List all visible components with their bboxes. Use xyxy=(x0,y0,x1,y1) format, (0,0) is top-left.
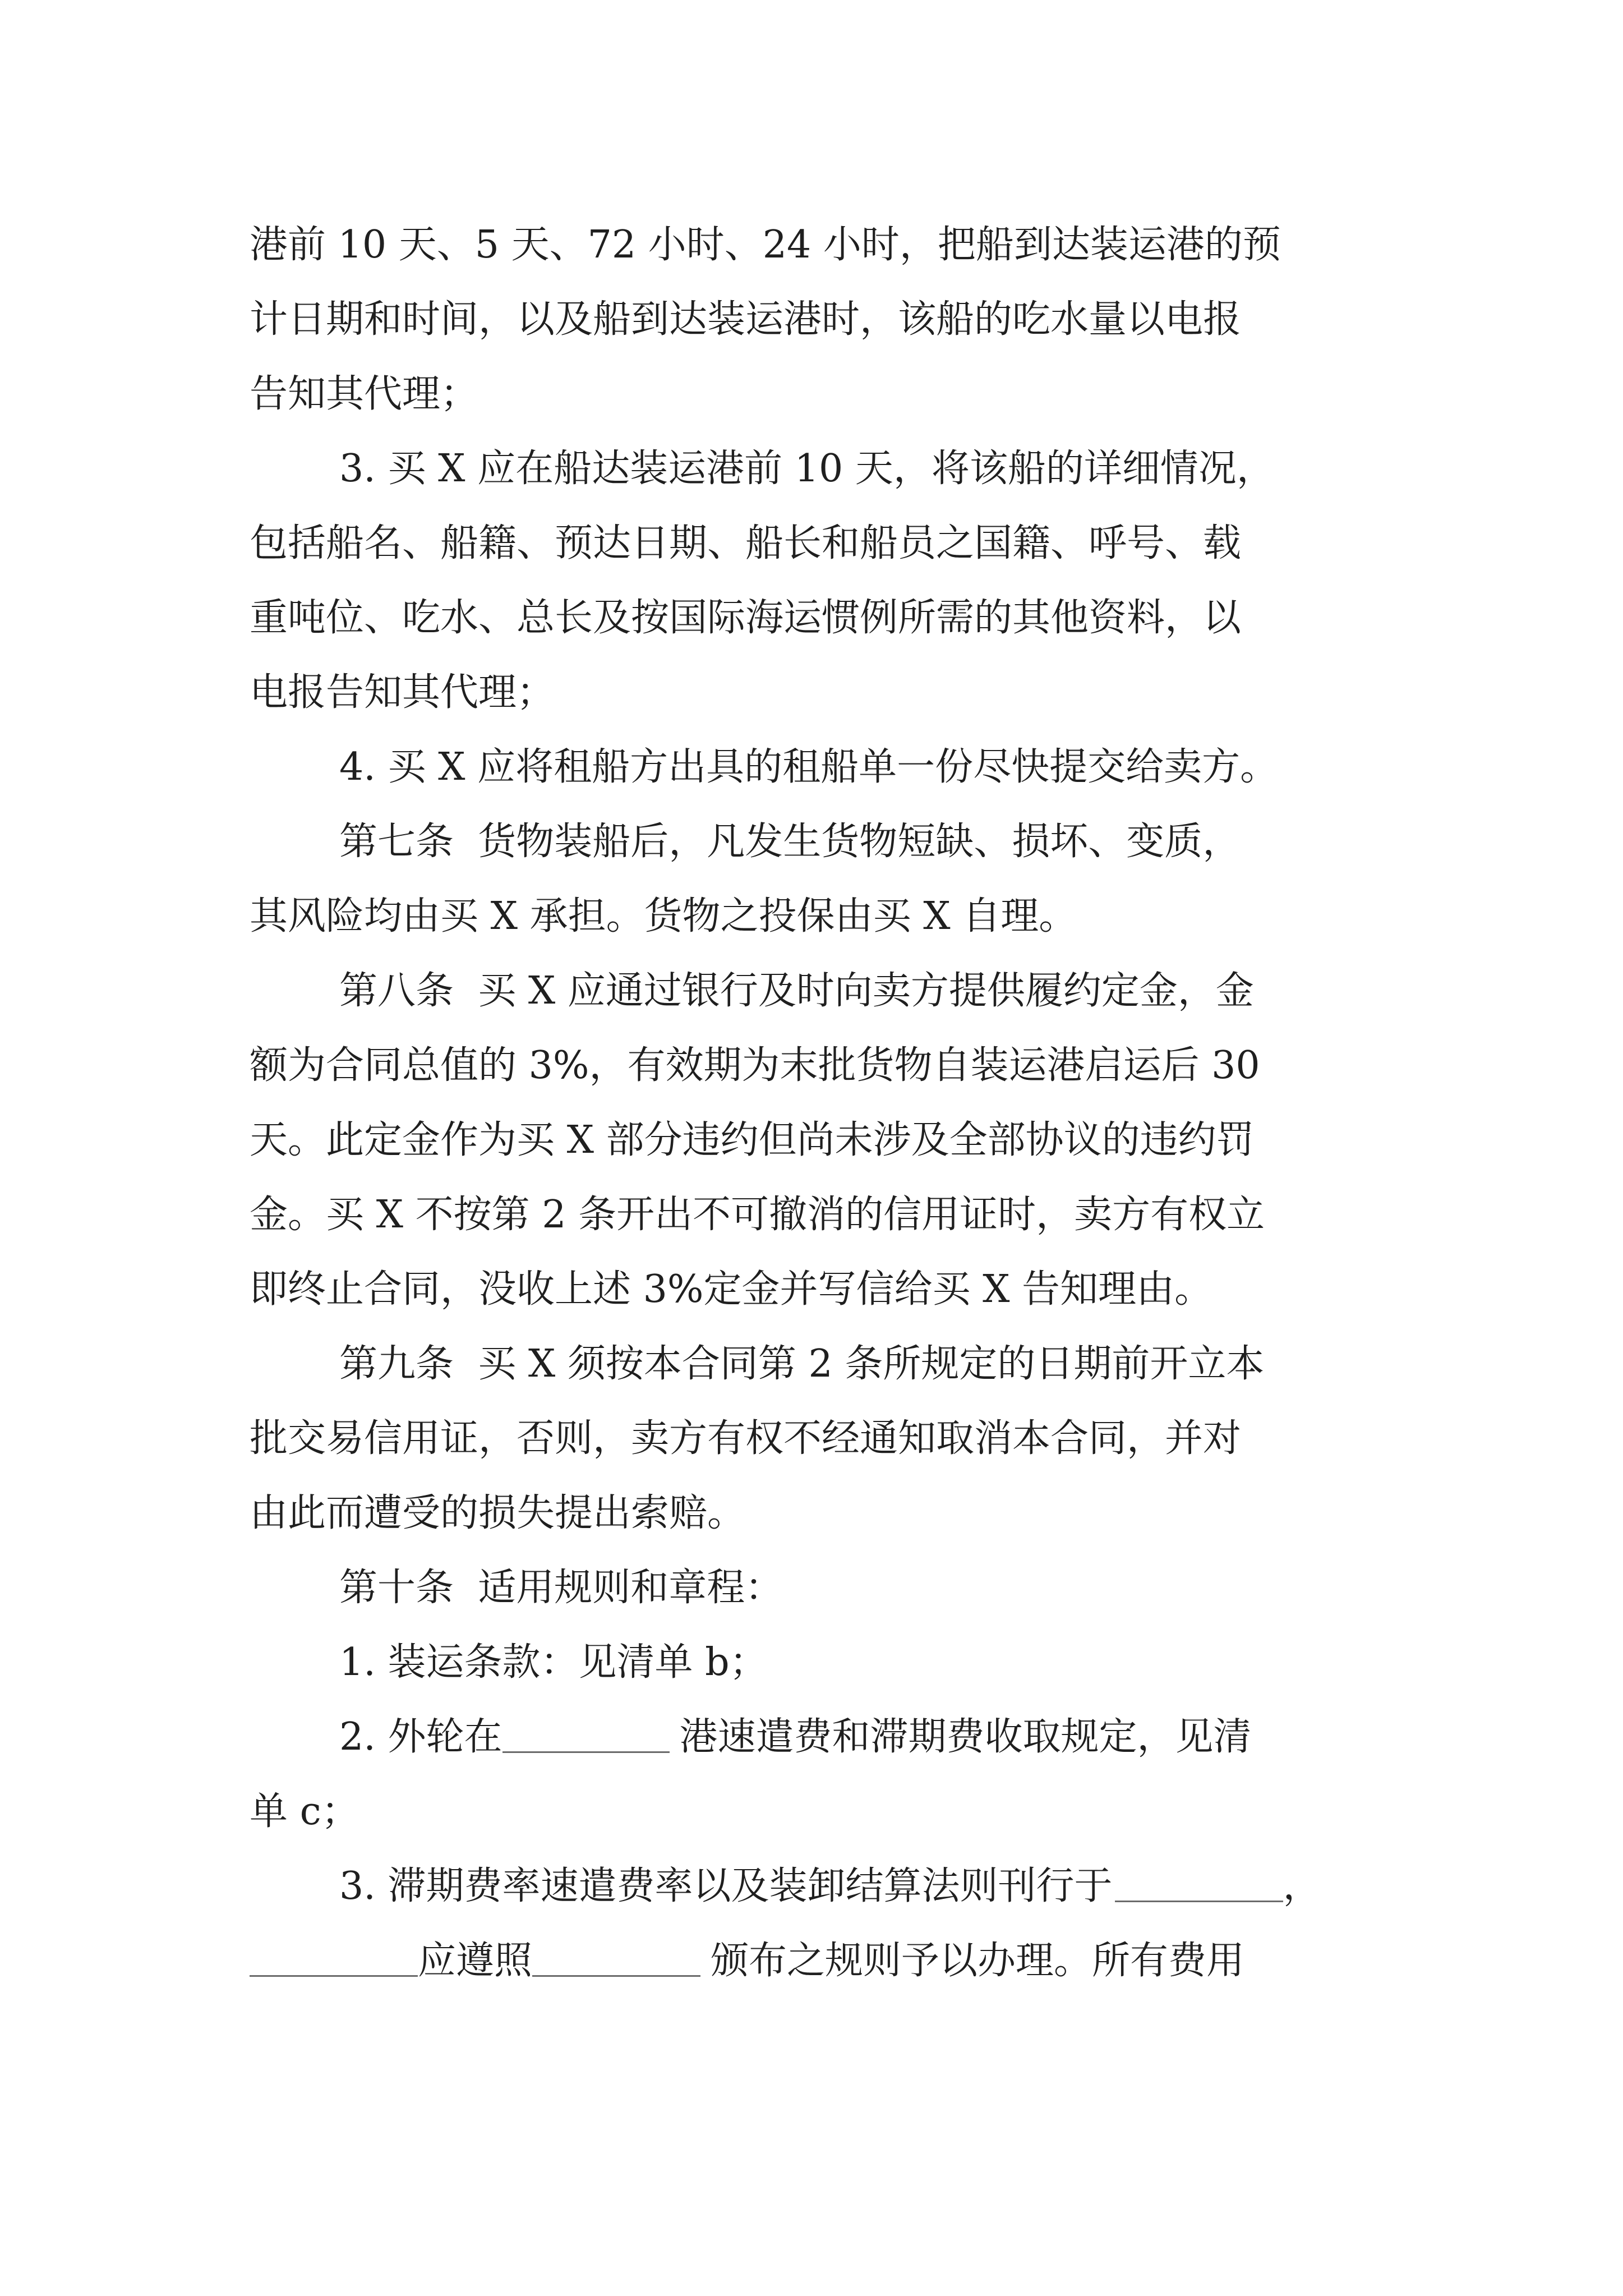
line-text: 额为合同总值的 3%，有效期为末批货物自装运港启运后 30 xyxy=(250,1043,1260,1088)
line-text: 金。买 X 不按第 2 条开出不可撤消的信用证时，卖方有权立 xyxy=(250,1193,1265,1237)
text-line xyxy=(250,1103,1405,1177)
text-line xyxy=(250,1252,1405,1327)
line-text: 港速遣费和滞期费收取规定，见清 xyxy=(679,1715,1252,1759)
line-text: 4. 买 X 应将租船方出具的租船单一份尽快提交给卖方。 xyxy=(339,745,1279,789)
line-text: 包括船名、船籍、预达日期、船长和船员之国籍、呼号、载 xyxy=(250,521,1242,565)
line-text: 3. 滞期费率速遣费率以及装卸结算法则刊行于 xyxy=(339,1864,1113,1908)
fill-in-blank[interactable] xyxy=(1115,1867,1283,1902)
line-text: 其风险均由买 X 承担。货物之投保由买 X 自理。 xyxy=(250,894,1077,938)
text-line xyxy=(250,1401,1405,1476)
text-line xyxy=(250,1028,1405,1103)
text-line xyxy=(250,804,1405,879)
line-text: 即终止合同，没收上述 3%定金并写信给买 X 告知理由。 xyxy=(250,1267,1213,1312)
line-text: 第八条 买 X 应通过银行及时向卖方提供履约定金，金 xyxy=(339,969,1254,1013)
text-line xyxy=(250,1700,1405,1774)
line-text: 重吨位、吃水、总长及按国际海运惯例所需的其他资料，以 xyxy=(250,596,1242,640)
line-text: 单 c； xyxy=(250,1789,359,1834)
text-line xyxy=(250,879,1405,954)
text-line xyxy=(250,1625,1405,1700)
line-text: 1. 装运条款：见清单 b； xyxy=(339,1640,768,1685)
line-text: 3. 买 X 应在船达装运港前 10 天，将该船的详细情况， xyxy=(339,447,1275,491)
text-line xyxy=(250,208,1405,282)
line-text: 第七条 货物装船后，凡发生货物短缺、损坏、变质， xyxy=(339,820,1241,864)
line-text: 2. 外轮在 xyxy=(339,1715,502,1759)
line-text: 天。此定金作为买 X 部分违约但尚未涉及全部协议的违约罚 xyxy=(250,1118,1255,1162)
line-text: 告知其代理； xyxy=(250,372,479,416)
text-line xyxy=(250,282,1405,357)
text-line xyxy=(250,431,1405,506)
text-line xyxy=(250,1774,1405,1849)
line-text: 港前 10 天、5 天、72 小时、24 小时，把船到达装运港的预 xyxy=(250,223,1281,267)
text-line xyxy=(250,506,1405,581)
line-text: 计日期和时间，以及船到达装运港时，该船的吃水量以电报 xyxy=(250,297,1242,342)
fill-in-blank[interactable] xyxy=(502,1718,670,1753)
text-line xyxy=(250,581,1405,655)
text-line xyxy=(250,954,1405,1028)
line-text: 应遵照 xyxy=(418,1939,533,1983)
text-line xyxy=(250,1177,1405,1252)
contract-text xyxy=(250,208,1405,1998)
line-text: ， xyxy=(1283,1864,1321,1908)
text-line xyxy=(250,1924,1405,1998)
line-text: 电报告知其代理； xyxy=(250,670,555,715)
text-line xyxy=(250,730,1405,804)
fill-in-blank[interactable] xyxy=(250,1941,418,1977)
text-line xyxy=(250,655,1405,730)
fill-in-blank[interactable] xyxy=(532,1941,700,1977)
text-line xyxy=(250,1476,1405,1550)
line-text: 批交易信用证，否则，卖方有权不经通知取消本合同，并对 xyxy=(250,1416,1242,1461)
text-line xyxy=(250,1849,1405,1924)
text-line xyxy=(250,357,1405,431)
text-line xyxy=(250,1550,1405,1625)
line-text: 第九条 买 X 须按本合同第 2 条所规定的日期前开立本 xyxy=(339,1342,1265,1386)
line-text: 第十条 适用规则和章程： xyxy=(339,1566,783,1610)
line-text: 由此而遭受的损失提出索赔。 xyxy=(250,1491,746,1535)
line-text: 颁布之规则予以办理。所有费用 xyxy=(711,1939,1245,1983)
text-line xyxy=(250,1327,1405,1401)
